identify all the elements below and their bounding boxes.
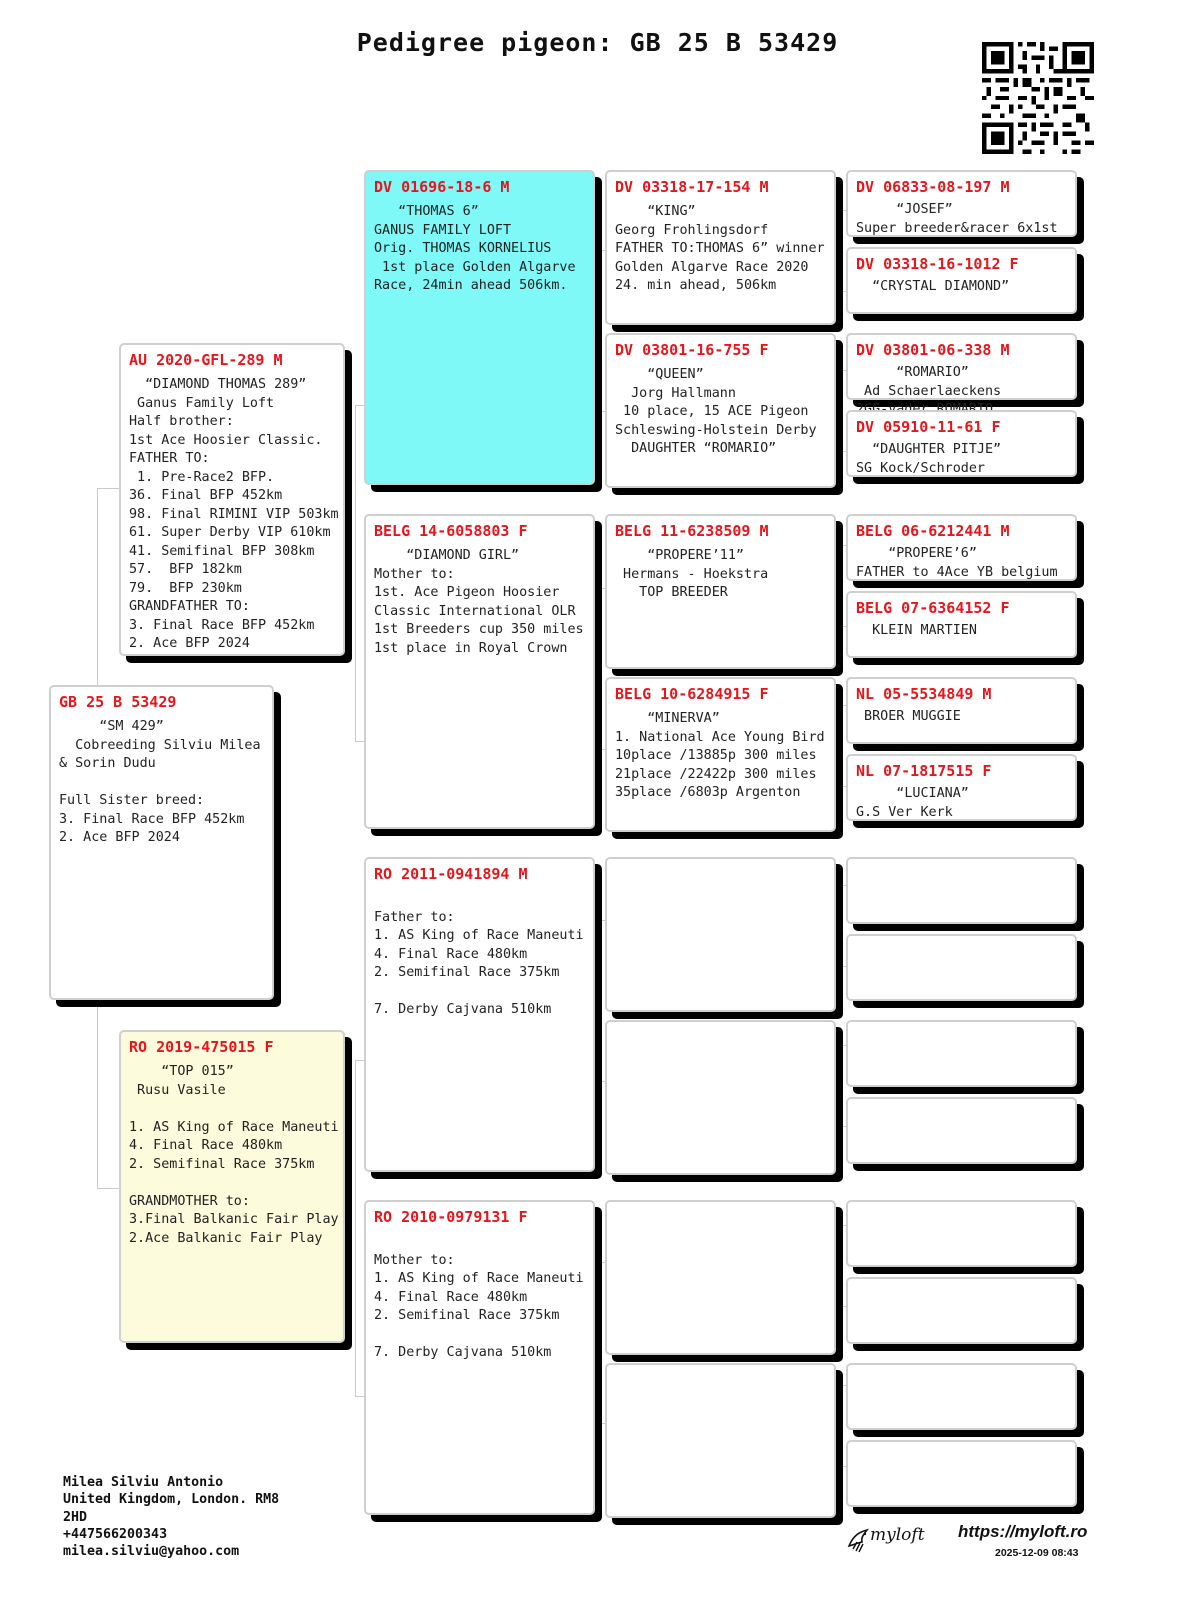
pigeon-details: “PROPERE’6” FATHER to 4Ace YB belgium: [856, 546, 1058, 580]
great-grandparent-card[interactable]: [605, 1020, 836, 1175]
ring-number: DV 01696-18-6 M: [374, 178, 510, 196]
great-grandparent-card[interactable]: [605, 333, 836, 488]
great-great-grandparent-card[interactable]: [846, 1020, 1077, 1087]
ring-number: GB 25 B 53429: [59, 693, 177, 711]
granddam-sire-side-card[interactable]: [364, 514, 595, 829]
pigeon-details: “ROMARIO” Ad Schaerlaeckens: [864, 365, 1002, 399]
pigeon-details: “THOMAS 6” GANUS FAMILY LOFT Orig. THOMAS KORNELIUS 1st place Golden Algarve Race, 24min ahead 506km.: [374, 204, 576, 293]
ring-number: DV 03318-16-1012 F: [856, 255, 1019, 273]
great-grandparent-card[interactable]: [605, 1363, 836, 1518]
dam-card[interactable]: [119, 1030, 345, 1343]
grandsire-sire-side-card[interactable]: [364, 170, 595, 485]
great-great-grandparent-card[interactable]: [846, 1363, 1077, 1430]
generated-timestamp: 2025-12-09 08:43: [995, 1547, 1079, 1559]
ring-number: DV 06833-08-197 M: [856, 178, 1010, 196]
pigeon-details: “DAUGHTER PITJE” SG Kock/Schroder: [856, 442, 1002, 476]
pigeon-details: “JOSEF” Super breeder&racer 6x1st: [856, 202, 1058, 236]
ring-number: RO 2011-0941894 M: [374, 865, 528, 883]
ring-number: BELG 06-6212441 M: [856, 522, 1010, 540]
great-grandparent-card[interactable]: [605, 514, 836, 669]
pigeon-details: “MINERVA” 1. National Ace Young Bird 10place /13885p 300 miles 21place /22422p 300 miles 35place /6803p Argenton: [615, 711, 825, 800]
great-great-grandparent-card[interactable]: [846, 857, 1077, 924]
connector-line: [97, 488, 120, 689]
ring-number: DV 05910-11-61 F: [856, 418, 1001, 436]
great-great-grandparent-card[interactable]: [846, 1200, 1077, 1267]
sire-card[interactable]: [119, 343, 345, 656]
ring-number: RO 2010-0979131 F: [374, 1208, 528, 1226]
pigeon-details: BROER MUGGIE: [856, 709, 961, 724]
grandsire-dam-side-card[interactable]: [364, 857, 595, 1172]
connector-line: [97, 1000, 120, 1189]
ring-number: BELG 07-6364152 F: [856, 599, 1010, 617]
brand-logo-text: myloft: [870, 1525, 925, 1545]
great-great-grandparent-card[interactable]: [846, 333, 1077, 400]
pigeon-details: “KING” Georg Frohlingsdorf FATHER TO:THOMAS 6” winner Golden Algarve Race 2020 24. min ahead, 506km: [615, 204, 825, 293]
website-link[interactable]: https://myloft.ro: [958, 1522, 1088, 1541]
ring-number: BELG 10-6284915 F: [615, 685, 769, 703]
great-great-grandparent-card[interactable]: [846, 1277, 1077, 1344]
ring-number: NL 07-1817515 F: [856, 762, 992, 780]
pigeon-details: Mother to: 1. AS King of Race Maneuti 4. Final Race 480km 2. Semifinal Race 375km 7. Derby Cajvana 510km: [374, 1252, 584, 1360]
great-grandparent-card[interactable]: [605, 1200, 836, 1355]
ring-number: DV 03318-17-154 M: [615, 178, 769, 196]
ring-number: DV 03801-16-755 F: [615, 341, 769, 359]
great-great-grandparent-card[interactable]: [846, 1440, 1077, 1507]
great-great-grandparent-card[interactable]: [846, 410, 1077, 477]
pigeon-details: Father to: 1. AS King of Race Maneuti 4. Final Race 480km 2. Semifinal Race 375km 7. Derby Cajvana 510km: [374, 909, 584, 1017]
pigeon-details: “LUCIANA” G.S Ver Kerk: [856, 786, 969, 820]
ring-number: AU 2020-GFL-289 M: [129, 351, 283, 369]
granddam-dam-side-card[interactable]: [364, 1200, 595, 1515]
qr-code-icon: [982, 42, 1094, 154]
great-great-grandparent-card[interactable]: [846, 591, 1077, 658]
great-great-grandparent-card[interactable]: [846, 247, 1077, 314]
great-grandparent-card[interactable]: [605, 857, 836, 1012]
ring-number: RO 2019-475015 F: [129, 1038, 274, 1056]
ring-number: BELG 11-6238509 M: [615, 522, 769, 540]
great-great-grandparent-card[interactable]: [846, 754, 1077, 821]
ring-number: BELG 14-6058803 F: [374, 522, 528, 540]
ring-number: DV 03801-06-338 M: [856, 341, 1010, 359]
pigeon-details: “PROPERE’11” Hermans - Hoekstra TOP BREEDER: [623, 548, 769, 600]
great-great-grandparent-card[interactable]: [846, 934, 1077, 1001]
great-great-grandparent-card[interactable]: [846, 1097, 1077, 1164]
ring-number: NL 05-5534849 M: [856, 685, 992, 703]
pigeon-details: KLEIN MARTIEN: [856, 623, 977, 638]
owner-contact: Milea Silviu Antonio United Kingdom, London. RM8 2HD +447566200343 milea.silviu@yahoo.com: [63, 1475, 280, 1560]
pigeon-details: “QUEEN” Jorg Hallmann 10 place, 15 ACE Pigeon Schleswing-Holstein Derby DAUGHTER “ROMARIO”: [615, 367, 817, 456]
pigeon-details: “SM 429” Cobreeding Silviu Milea & Sorin Dudu Full Sister breed: 3. Final Race BFP 452km 2. Ace BFP 2024: [59, 719, 261, 845]
great-great-grandparent-card[interactable]: [846, 514, 1077, 581]
pigeon-details: “DIAMOND GIRL” Mother to: 1st. Ace Pigeon Hoosier Classic International OLR 1st Breeders cup 350 miles 1st place in Royal Crown: [374, 548, 584, 656]
great-great-grandparent-card[interactable]: [846, 170, 1077, 237]
subject-pigeon-card[interactable]: [49, 685, 274, 1000]
page-title: Pedigree pigeon: GB 25 B 53429: [356, 28, 839, 57]
pigeon-details: “TOP 015” Rusu Vasile 1. AS King of Race Maneuti 4. Final Race 480km 2. Semifinal Race 375km GRANDMOTHER to: 3.Final Balkanic Fair Play 2.Ace Balkanic Fair Play: [129, 1064, 339, 1246]
pigeon-details: “CRYSTAL DIAMOND”: [856, 279, 1010, 294]
great-great-grandparent-card[interactable]: [846, 677, 1077, 744]
pigeon-details: “DIAMOND THOMAS 289” Ganus Family Loft Half brother: 1st Ace Hoosier Classic. FATHER TO: 1. Pre-Race2 BFP. 36. Final BFP 452km 98. Final RIMINI VIP 503km 61. Super Derby VIP 610km 41. Semifinal BFP 308km 57. BFP 182km 79. BFP 230km GRANDFATHER TO: 3. Final Race BFP 452km 2. Ace BFP 2024: [129, 377, 339, 651]
great-grandparent-card[interactable]: [605, 677, 836, 832]
great-grandparent-card[interactable]: [605, 170, 836, 325]
